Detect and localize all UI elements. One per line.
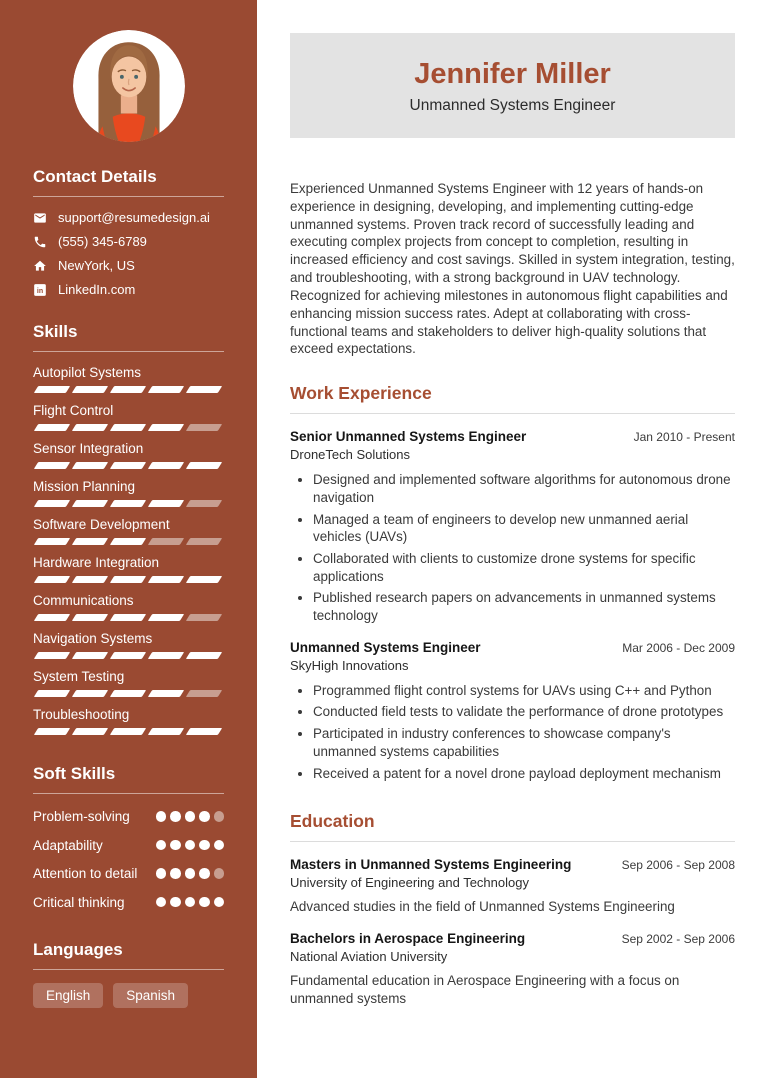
- skill-item: [33, 593, 224, 621]
- skill-bar-segment: [110, 538, 146, 545]
- education-section: [290, 811, 735, 1007]
- soft-skill-name: Adaptability: [33, 837, 103, 853]
- skill-name: Communications: [33, 593, 134, 608]
- contact-text: LinkedIn.com: [58, 282, 136, 297]
- soft-skill-dot: [185, 897, 196, 908]
- skill-name: Troubleshooting: [33, 707, 130, 722]
- skill-level-bar: [33, 500, 224, 507]
- contact-item: [33, 210, 224, 225]
- job-bullet: • Conducted field tests to validate the performance of drone prototypes: [313, 703, 735, 721]
- job-bullet: • Published research papers on advancements in unmanned systems technology: [313, 589, 735, 624]
- job-bullet-list: [290, 471, 735, 625]
- skill-bar-segment: [110, 500, 146, 507]
- soft-skill-dot: [199, 868, 210, 879]
- soft-skill-dot: [199, 811, 210, 822]
- divider: [290, 413, 735, 414]
- job-title-subtitle: Unmanned Systems Engineer: [409, 97, 616, 114]
- skill-bar-segment: [110, 690, 146, 697]
- soft-skill-name: Problem-solving: [33, 809, 130, 824]
- skill-bar-segment: [148, 386, 184, 393]
- skill-bar-segment: [148, 728, 184, 735]
- work-experience-entry: [290, 640, 735, 782]
- soft-skill-dot: [214, 811, 225, 822]
- soft-skill-dot: [170, 897, 181, 908]
- skill-bar-segment: [148, 614, 184, 621]
- contact-heading: Contact Details: [33, 167, 157, 186]
- email-icon: [33, 211, 47, 225]
- skill-bar-segment: [34, 386, 70, 393]
- skill-level-bar: [33, 652, 224, 659]
- divider: [33, 793, 224, 794]
- soft-skill-dot: [156, 897, 167, 908]
- skill-bar-segment: [186, 538, 222, 545]
- job-bullet: • Participated in industry conferences to showcase company's unmanned systems capabilities: [313, 725, 735, 760]
- skill-item: [33, 441, 224, 469]
- skill-name: Flight Control: [33, 403, 114, 418]
- degree-dates: Sep 2006 - Sep 2008: [621, 858, 735, 873]
- skill-bar-segment: [72, 728, 108, 735]
- soft-skill-item: [33, 836, 224, 856]
- soft-skill-dot: [170, 868, 181, 879]
- soft-skill-dot: [214, 868, 225, 879]
- soft-skill-dot: [185, 868, 196, 879]
- degree-description: Fundamental education in Aerospace Engineering with a focus on unmanned systems: [290, 972, 680, 1006]
- soft-skill-dot: [214, 897, 225, 908]
- skill-bar-segment: [34, 690, 70, 697]
- name-header: [290, 33, 735, 138]
- languages-heading: Languages: [33, 940, 123, 960]
- skill-name: Navigation Systems: [33, 631, 153, 646]
- skill-bar-segment: [34, 576, 70, 583]
- entry-header: [290, 429, 735, 444]
- soft-skill-dot: [170, 811, 181, 822]
- skill-bar-segment: [72, 614, 108, 621]
- skill-bar-segment: [148, 538, 184, 545]
- soft-skill-level-dots: [156, 864, 225, 879]
- soft-skill-dot: [170, 840, 181, 851]
- skill-level-bar: [33, 614, 224, 621]
- job-bullet: • Programmed flight control systems for UAVs using C++ and Python: [313, 682, 735, 700]
- contact-item: [33, 258, 224, 273]
- divider: [290, 841, 735, 842]
- skill-item: [33, 479, 224, 507]
- school-name: University of Engineering and Technology: [290, 875, 529, 891]
- person-name: Jennifer Miller: [414, 58, 611, 90]
- skill-bar-segment: [186, 500, 222, 507]
- school-name: National Aviation University: [290, 948, 448, 964]
- skill-bar-segment: [110, 386, 146, 393]
- soft-skill-level-dots: [156, 893, 225, 908]
- language-tag: English: [33, 983, 103, 1008]
- skill-bar-segment: [34, 728, 70, 735]
- job-title: Unmanned Systems Engineer: [290, 639, 481, 655]
- soft-skill-item: [33, 864, 224, 884]
- education-heading: Education: [290, 811, 375, 832]
- skill-bar-segment: [34, 500, 70, 507]
- contact-text: (555) 345-6789: [58, 234, 147, 249]
- skill-bar-segment: [110, 576, 146, 583]
- work-experience-section: [290, 383, 735, 782]
- soft-skills-heading: Soft Skills: [33, 764, 116, 783]
- phone-icon: [33, 235, 47, 249]
- soft-skill-dot: [214, 840, 225, 851]
- skill-bar-segment: [72, 424, 108, 431]
- skill-name: Autopilot Systems: [33, 365, 142, 380]
- skill-name: Sensor Integration: [33, 441, 144, 456]
- skill-item: [33, 517, 224, 545]
- work-experience-entry: [290, 429, 735, 625]
- soft-skill-level-dots: [156, 836, 225, 851]
- soft-skill-item: [33, 807, 224, 827]
- skill-level-bar: [33, 462, 224, 469]
- divider: [33, 351, 224, 352]
- profile-photo: [73, 30, 185, 142]
- education-entry: [290, 931, 735, 1007]
- skill-item: [33, 365, 224, 393]
- skill-bar-segment: [72, 690, 108, 697]
- skill-bar-segment: [148, 462, 184, 469]
- skill-item: [33, 707, 224, 735]
- skill-bar-segment: [34, 462, 70, 469]
- contact-text: NewYork, US: [58, 258, 135, 273]
- skill-bar-segment: [110, 424, 146, 431]
- divider: [33, 969, 224, 970]
- skill-bar-segment: [72, 576, 108, 583]
- contact-section: [33, 167, 224, 297]
- degree-dates: Sep 2002 - Sep 2006: [621, 931, 735, 946]
- education-entries: [290, 857, 735, 1007]
- skill-bar-segment: [186, 576, 222, 583]
- soft-skills-list: [33, 807, 224, 912]
- job-title: Senior Unmanned Systems Engineer: [290, 429, 527, 445]
- job-bullet: • Designed and implemented software algorithms for autonomous drone navigation: [313, 471, 735, 506]
- job-dates: Mar 2006 - Dec 2009: [622, 640, 735, 655]
- soft-skills-section: [33, 764, 224, 912]
- sidebar: [0, 0, 257, 1078]
- skill-bar-segment: [148, 500, 184, 507]
- job-dates: Jan 2010 - Present: [633, 430, 735, 445]
- contact-text: support@resumedesign.ai: [58, 210, 210, 225]
- skill-bar-segment: [72, 538, 108, 545]
- divider: [33, 196, 224, 197]
- company-name: DroneTech Solutions: [290, 447, 410, 463]
- home-icon: [33, 259, 47, 273]
- skill-bar-segment: [148, 690, 184, 697]
- work-experience-heading: Work Experience: [290, 383, 432, 404]
- skill-name: Hardware Integration: [33, 555, 160, 570]
- soft-skill-dot: [156, 868, 167, 879]
- skill-bar-segment: [148, 652, 184, 659]
- skill-item: [33, 631, 224, 659]
- language-tag: Spanish: [113, 983, 188, 1008]
- soft-skill-dot: [199, 840, 210, 851]
- languages-list: [33, 983, 224, 1008]
- soft-skill-name: Critical thinking: [33, 894, 125, 910]
- skill-bar-segment: [72, 652, 108, 659]
- job-bullet-list: [290, 682, 735, 782]
- education-entry: [290, 857, 735, 916]
- soft-skill-dot: [185, 840, 196, 851]
- degree-title: Masters in Unmanned Systems Engineering: [290, 857, 572, 873]
- job-bullet: • Received a patent for a novel drone payload deployment mechanism: [313, 765, 735, 783]
- soft-skill-level-dots: [156, 807, 225, 822]
- professional-summary: Experienced Unmanned Systems Engineer with 12 years of hands-on experience in designing, developing, and implementing cutting-edge unmanned systems. Proven track record of successfully leading and executing complex projects from concept to completion, resulting in increased efficiency and cost savings. Skilled in system integration, testing, and troubleshooting, with a strong background in UAV technology. Recognized for achieving milestones in autonomous flight capabilities and enhancing mission success rates. Adept at collaborating with cross-functional teams and stakeholders to deliver high-quality solutions that exceed expectations.: [290, 181, 735, 357]
- skill-bar-segment: [34, 538, 70, 545]
- skill-level-bar: [33, 424, 224, 431]
- contact-item: [33, 234, 224, 249]
- degree-description: Advanced studies in the field of Unmanned Systems Engineering: [290, 899, 675, 915]
- skill-bar-segment: [110, 728, 146, 735]
- contact-list: [33, 210, 224, 297]
- job-bullet: • Managed a team of engineers to develop new unmanned aerial vehicles (UAVs): [313, 511, 735, 546]
- linkedin-icon: [33, 283, 47, 297]
- entry-header: [290, 640, 735, 655]
- skill-level-bar: [33, 576, 224, 583]
- skill-bar-segment: [72, 500, 108, 507]
- skill-bar-segment: [186, 728, 222, 735]
- soft-skill-dot: [156, 811, 167, 822]
- skills-list: [33, 365, 224, 735]
- skill-bar-segment: [72, 386, 108, 393]
- skill-level-bar: [33, 386, 224, 393]
- entry-header: [290, 931, 735, 946]
- skill-bar-segment: [148, 424, 184, 431]
- skill-bar-segment: [34, 614, 70, 621]
- skill-bar-segment: [186, 614, 222, 621]
- skill-bar-segment: [34, 652, 70, 659]
- skill-level-bar: [33, 690, 224, 697]
- skills-heading: Skills: [33, 322, 78, 341]
- entry-header: [290, 857, 735, 872]
- soft-skill-name: Attention to detail: [33, 866, 138, 882]
- soft-skill-dot: [156, 840, 167, 851]
- skill-bar-segment: [186, 424, 222, 431]
- soft-skill-dot: [185, 811, 196, 822]
- skill-level-bar: [33, 538, 224, 545]
- skill-bar-segment: [186, 462, 222, 469]
- job-bullet: • Collaborated with clients to customize drone systems for specific applications: [313, 550, 735, 585]
- skill-item: [33, 403, 224, 431]
- profile-photo-illustration: [73, 30, 185, 142]
- skill-bar-segment: [186, 690, 222, 697]
- languages-section: [33, 940, 224, 1008]
- soft-skill-dot: [199, 897, 210, 908]
- skill-bar-segment: [72, 462, 108, 469]
- company-name: SkyHigh Innovations: [290, 657, 409, 673]
- work-experience-entries: [290, 429, 735, 782]
- main-content: [257, 0, 768, 1078]
- skill-bar-segment: [148, 576, 184, 583]
- degree-title: Bachelors in Aerospace Engineering: [290, 930, 526, 946]
- skill-item: [33, 669, 224, 697]
- contact-item: [33, 282, 224, 297]
- soft-skill-item: [33, 893, 224, 913]
- skill-name: Mission Planning: [33, 479, 136, 494]
- skill-item: [33, 555, 224, 583]
- skill-bar-segment: [186, 652, 222, 659]
- skill-bar-segment: [186, 386, 222, 393]
- skill-level-bar: [33, 728, 224, 735]
- skill-bar-segment: [34, 424, 70, 431]
- skill-bar-segment: [110, 652, 146, 659]
- skills-section: [33, 322, 224, 735]
- skill-bar-segment: [110, 462, 146, 469]
- skill-name: Software Development: [33, 517, 170, 532]
- skill-bar-segment: [110, 614, 146, 621]
- skill-name: System Testing: [33, 669, 125, 684]
